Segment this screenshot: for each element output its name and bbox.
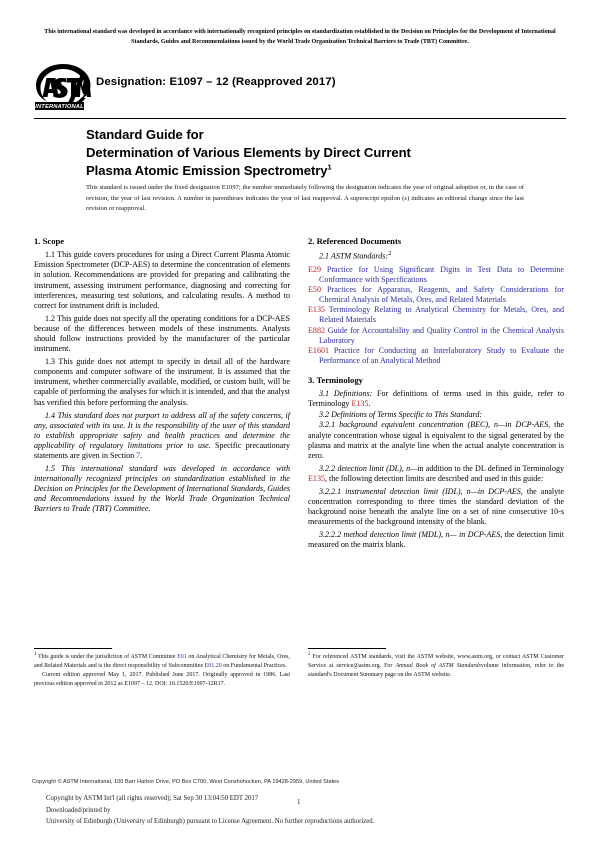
astm-logo-wordmark: INTERNATIONAL: [35, 104, 84, 111]
list-item[interactable]: [308, 305, 564, 325]
footnote-1-text: $^1$ This guide is under the jurisdiction of ASTM Committee E01 on Analytical Chemistry for Metals, Ores, and Related Materials and is the direct responsibility of Subcommittee E01.20 on Fundamental Practices.: [34, 652, 290, 670]
standard-designation: E135: [308, 305, 325, 315]
footnote-left: [34, 648, 290, 689]
paragraph-1-5: 1.5 This international standard was developed in accordance with internationally recognized principles on standardization established in the Decision on Principles for the Development of International Standards, Guides and Recommendations issued by the World Trade Organization Technical Barriers to Trade (TBT) Committee.: [34, 464, 290, 514]
right-column: [308, 236, 564, 554]
e135-link[interactable]: E135: [308, 473, 325, 483]
paragraph-3-2: 3.2 Definitions of Terms Specific to This Standard:: [319, 409, 483, 419]
paragraph-1-4-italic: 1.4 This standard does not purport to address all of the safety concerns, if any, associated with its use. It is the responsibility of the user of this standard to establish appropriate safety and health practices and determine the applicability of regulatory limitations prior to use.: [34, 410, 290, 450]
footnote-1-marker: 1: [34, 652, 37, 657]
designation-label: Designation: E1097 – 12 (Reapproved 2017): [96, 76, 336, 88]
paragraph-1-2: 1.2 This guide does not specify all the operating conditions for a DCP-AES because of the differences between models of these instruments. Analysts should follow instructions provided by the manufacturer of the particular instrument.: [34, 313, 290, 354]
paragraph-1-1: 1.1 This guide covers procedures for using a Direct Current Plasma Atomic Emission Spectrometer (DCP-AES) to determine the concentration of elements in solution. Recommendations are provided for preparing and calibrating the instrument, assessing instrument performance, diagnosing and correcting for interferences, measuring test solutions, and calculating results. A method to correct for instrument drift is included.: [34, 250, 290, 310]
paragraph-1-3: 1.3 This guide does not attempt to specify in detail all of the hardware components and computer software of the instrument. It is assumed that the instrument, whether commercially available, modified, or custom built, will be capable of performing the analyses for which it is intended, and that the analyst has verified this before performing the analysis.: [34, 357, 290, 407]
astm-standards-footnote-marker: 2: [388, 250, 392, 258]
paragraph-3-2-2-1: 3.2.2.1 instrumental detection limit (IDL), n—in DCP-AES, the analyte concentration corresponding to three times the standard deviation of the background noise beneath the analyte line on a set of nine consecutive 10-s measurements of the background intensity of the blank.: [308, 487, 564, 527]
download-info: [46, 793, 566, 828]
section-7-link[interactable]: 7: [136, 451, 141, 461]
subcommittee-e0120-link[interactable]: E01.20: [204, 663, 222, 670]
standard-designation: E50: [308, 285, 321, 295]
paragraph-1-4: 1.4 This standard does not purport to address all of the safety concerns, if any, associated with its use. It is the responsibility of the user of this standard to establish appropriate safety and health practices and determine the applicability of regulatory limitations prior to use. Specific precautionary statements are given in Section 7.: [34, 410, 290, 461]
designation-row: [34, 63, 566, 113]
referenced-standards-list: [308, 265, 564, 366]
footnote-edition-text: Current edition approved May 1, 2017. Published June 2017. Originally approved in 1986. Last previous edition approved in 2012 as E1097 – 12. DOI: 10.1520/E1097-12R17.: [34, 672, 290, 688]
copyright-line: Copyright © ASTM International, 100 Barr Harbor Drive, PO Box C700, West Conshohocken, PA 19428-2959, United States: [32, 779, 340, 785]
paragraph-3-2-2: 3.2.2 detection limit (DL), n—in addition to the DL defined in Terminology E135, the following detection limits are described and used in this guide:: [308, 463, 564, 483]
footnote-right: [308, 648, 564, 680]
paragraph-3-2-2-2: 3.2.2.2 method detection limit (MDL), n— in DCP-AES, the detection limit measured on the matrix blank.: [308, 530, 564, 550]
download-line-1: Copyright by ASTM Int'l (all rights reserved); Sat Sep 30 13:04:50 EDT 2017: [46, 795, 259, 802]
astm-logo-icon: [34, 63, 92, 111]
standard-designation: E29: [308, 265, 321, 274]
paragraph-3-2-1: 3.2.1 background equivalent concentration (BEC), n—in DCP-AES, the analyte concentration whose signal is equivalent to the signal generated by the plasma and matrix at the analyte line when the actual analyte concentration is zero.: [308, 420, 564, 460]
header-divider: [34, 118, 566, 119]
download-line-3: University of Edinburgh (University of Edinburgh) pursuant to License Agreement. No further reproductions authorized.: [46, 818, 375, 826]
title-line-1: Standard Guide for: [86, 127, 204, 142]
title-footnote-marker: 1: [327, 162, 332, 172]
footnote-divider: [308, 648, 386, 649]
committee-e01-link[interactable]: E01: [177, 654, 187, 660]
standard-title: Practice for Conducting an Interlaboratory Study to Evaluate the Performance of an Analytical Method: [319, 345, 565, 365]
annual-book-italic: Annual Book of ASTM Standards: [395, 663, 481, 670]
standard-title: Terminology Relating to Analytical Chemistry for Metals, Ores, and Related Materials: [319, 305, 564, 325]
section-heading-terminology: 3. Terminology: [308, 374, 363, 385]
list-item[interactable]: [308, 285, 564, 305]
tbt-declaration: This international standard was developed in accordance with internationally recognized principles on standardization established in the Decision on Principles for the Development of International Standards, Guides and Recommendations issued by the World Trade Organization Technical Barriers to Trade (TBT) Committee.: [44, 29, 556, 46]
title-line-3: Plasma Atomic Emission Spectrometry$^1$: [86, 162, 332, 178]
standard-title: Guide for Accountability and Quality Control in the Chemical Analysis Laboratory: [319, 325, 564, 345]
section-heading-referenced-documents: 2. Referenced Documents: [308, 236, 402, 246]
list-item[interactable]: [308, 346, 564, 366]
page-title: [86, 126, 526, 180]
e135-link[interactable]: E135: [351, 399, 369, 409]
footnote-divider: [34, 648, 112, 649]
standard-title: Practice for Using Significant Digits in Test Data to Determine Conformance with Specifications: [319, 265, 564, 285]
section-heading-scope: 1. Scope: [34, 236, 65, 246]
left-column: [34, 236, 290, 518]
subheading-astm-standards: 2.1 ASTM Standards:$^2$: [319, 250, 392, 261]
issuance-note: This standard is issued under the fixed designation E1097; the number immediately following the designation indicates the year of original adoption or, in the case of revision, the year of last revision. A number in parentheses indicates the year of last reapproval. A superscript epsilon (ε) indicates an editorial change since the last revision or reapproval.: [86, 184, 524, 213]
list-item[interactable]: [308, 326, 564, 346]
standard-designation: E882: [308, 325, 325, 335]
footnote-2-text: $^2$ For referenced ASTM standards, visit the ASTM website, www.astm.org, or contact ASTM Customer Service at service@astm.org. For Annual Book of ASTM Standardsvolume information, refer to the standard's Document Summary page on the ASTM website.: [308, 652, 564, 679]
footnote-2-marker: 2: [308, 652, 311, 657]
list-item[interactable]: [308, 265, 564, 285]
title-line-2: Determination of Various Elements by Direct Current: [86, 144, 411, 160]
page-number: 1: [297, 798, 301, 806]
standard-designation: E1601: [308, 345, 330, 355]
paragraph-3-1: 3.1 Definitions: For definitions of terms used in this guide, refer to Terminology E135.: [308, 389, 564, 409]
download-line-2: Downloaded/printed by: [46, 806, 111, 814]
standard-title: Practices for Apparatus, Reagents, and Safety Considerations for Chemical Analysis of Metals, Ores, and Related Materials: [319, 285, 564, 305]
